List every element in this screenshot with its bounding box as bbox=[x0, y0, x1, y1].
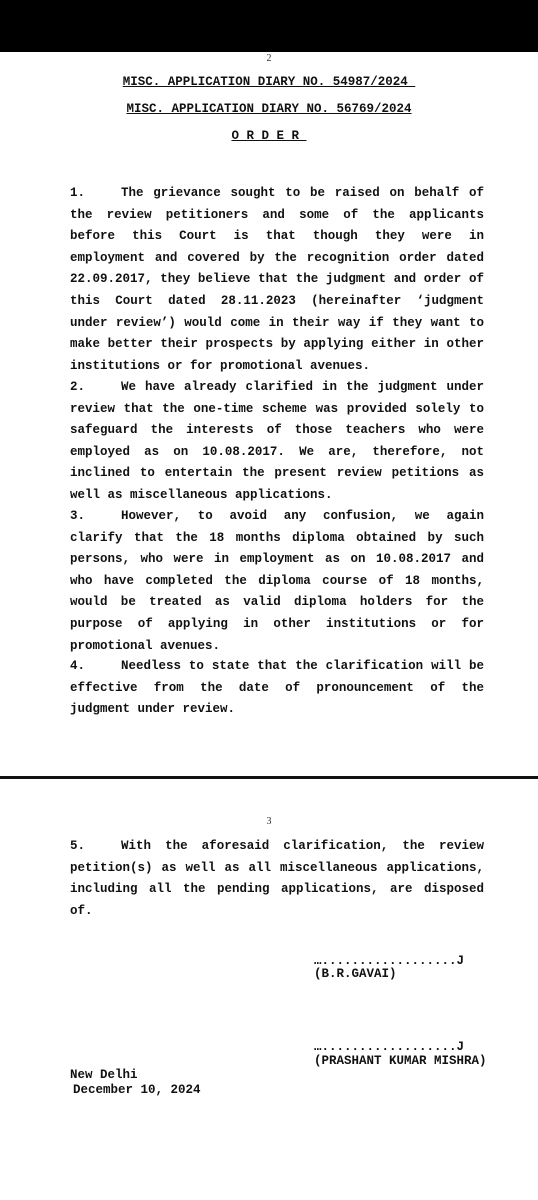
paragraph-3 bbox=[70, 506, 484, 657]
signature-line-1: …..................J bbox=[314, 954, 465, 968]
paragraph-2 bbox=[70, 377, 484, 507]
page-number-bottom: 3 bbox=[266, 816, 272, 827]
paragraph-1 bbox=[70, 183, 484, 377]
judge-name-2: (PRASHANT KUMAR MISHRA) bbox=[314, 1054, 487, 1068]
diary-heading-1: MISC. APPLICATION DIARY NO. 54987/2024 bbox=[122, 75, 416, 89]
screenshot-top-bar bbox=[0, 0, 538, 52]
paragraph-number: 3. bbox=[70, 509, 86, 523]
paragraph-number: 5. bbox=[70, 839, 86, 853]
page-number-top: 2 bbox=[266, 53, 272, 64]
paragraph-text: Needless to state that the clarification will be effective from the date of pronouncement of the judgment under review. bbox=[70, 659, 484, 717]
paragraph-text: However, to avoid any confusion, we again clarify that the 18 months diploma obtained by such persons, who were in employment as on 10.08.2017 and who have completed the diploma course of 18 months, would be treated as valid diploma holders for the purpose of applying in other institutions or for promotional avenues. bbox=[70, 509, 484, 653]
order-date: December 10, 2024 bbox=[73, 1083, 201, 1097]
paragraph-text: With the aforesaid clarification, the review petition(s) as well as all miscellaneous applications, including all the pending applications, are disposed of. bbox=[70, 839, 484, 918]
paragraph-number: 2. bbox=[70, 380, 86, 394]
paragraph-4 bbox=[70, 656, 484, 721]
paragraph-number: 1. bbox=[70, 186, 86, 200]
paragraph-text: The grievance sought to be raised on behalf of the review petitioners and some of the applicants before this Court is that though they were in employment and covered by the recognition order dated 22.09.2017, they believe that the judgment and order of this Court dated 28.11.2023 (hereinafter ‘judgment under review’) would come in their way if they want to make better their prospects by applying either in other institutions or for promotional avenues. bbox=[70, 186, 484, 373]
page-divider bbox=[0, 776, 538, 779]
paragraph-5 bbox=[70, 836, 484, 922]
judge-name-1: (B.R.GAVAI) bbox=[314, 967, 397, 981]
place-of-order: New Delhi bbox=[70, 1068, 138, 1082]
signature-line-2: …..................J bbox=[314, 1040, 465, 1054]
paragraph-text: We have already clarified in the judgment under review that the one-time scheme was provided solely to safeguard the interests of those teachers who were employed as on 10.08.2017. We are, therefore, not inclined to entertain the present review petitions as well as miscellaneous applications. bbox=[70, 380, 484, 502]
paragraph-number: 4. bbox=[70, 659, 86, 673]
order-heading: O R D E R bbox=[231, 129, 307, 143]
diary-heading-2: MISC. APPLICATION DIARY NO. 56769/2024 bbox=[126, 102, 412, 116]
